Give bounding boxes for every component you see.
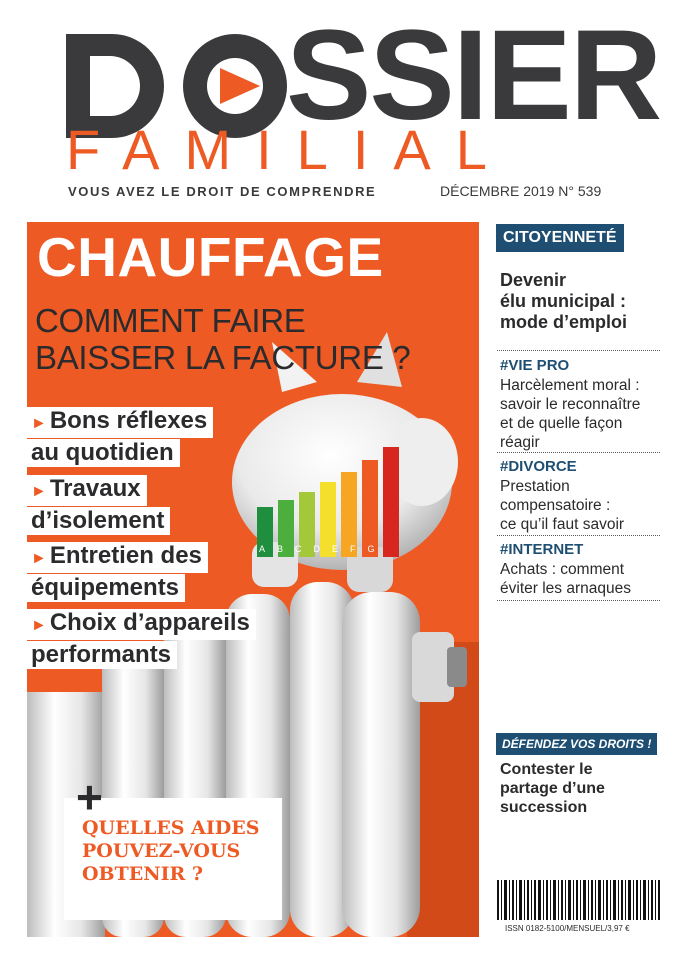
divorce-heading: #DIVORCE: [500, 458, 577, 475]
section-line: compensatoire :: [500, 497, 611, 514]
energy-label-e: E: [332, 544, 351, 554]
internet-heading: #INTERNET: [500, 541, 584, 558]
bullet-line: Entretien des: [49, 542, 202, 569]
section-line: éviter les arnaques: [500, 580, 631, 597]
headline: CHAUFFAGE: [37, 226, 384, 288]
bullet-arrow-icon: ►: [31, 617, 47, 634]
energy-scale-letters: [259, 544, 387, 554]
bullet-item: [27, 542, 208, 603]
vie-pro-text: [500, 376, 640, 452]
subhead: [35, 302, 410, 376]
issn-text: ISSN 0182-5100/MENSUEL/3,97 €: [505, 924, 630, 933]
dotted-divider: [497, 600, 660, 601]
citoyennete-feature: [500, 270, 627, 333]
bullet-line: équipements: [31, 574, 180, 601]
bullet-line: Travaux: [49, 475, 141, 502]
energy-label-g: G: [367, 544, 387, 554]
barcode: [497, 880, 660, 920]
defendez-feature: [500, 760, 605, 817]
bullet-line: au quotidien: [31, 439, 174, 466]
cover-panel: [27, 222, 479, 937]
section-line: Prestation: [500, 478, 570, 495]
issue-date: DÉCEMBRE 2019 N° 539: [440, 183, 602, 199]
energy-label-f: F: [350, 544, 368, 554]
energy-label-a: A: [259, 544, 278, 554]
feature-line: mode d’emploi: [500, 312, 628, 332]
dotted-divider: [497, 535, 660, 536]
familial-logo-text: FAMILIAL: [66, 118, 512, 181]
section-line: et de quelle façon: [500, 415, 623, 432]
energy-label-b: B: [277, 544, 296, 554]
bullet-item: [27, 609, 256, 670]
feature-line: Devenir: [500, 270, 567, 290]
bullet-item: [27, 475, 170, 536]
aides-line: OBTENIR ?: [82, 863, 204, 885]
defendez-tag: DÉFENDEZ VOS DROITS !: [496, 733, 657, 755]
section-line: savoir le reconnaître: [500, 396, 641, 413]
energy-label-c: C: [295, 544, 314, 554]
tagline: VOUS AVEZ LE DROIT DE COMPRENDRE: [68, 184, 377, 199]
divorce-text: [500, 477, 624, 534]
bullet-line: Bons réflexes: [49, 407, 208, 434]
feature-line: partage d’une: [500, 780, 605, 797]
plus-icon: +: [76, 771, 103, 823]
aides-line: POUVEZ-VOUS: [82, 840, 241, 862]
subhead-line: COMMENT FAIRE: [35, 302, 306, 339]
dotted-divider: [497, 350, 660, 351]
bullet-line: performants: [31, 641, 172, 668]
bullet-line: d’isolement: [31, 507, 165, 534]
bullet-arrow-icon: ►: [31, 483, 47, 500]
bullet-line: Choix d’appareils: [49, 609, 250, 636]
aides-callout: [64, 771, 282, 920]
section-line: réagir: [500, 434, 540, 451]
aides-text: [82, 817, 259, 886]
section-line: Harcèlement moral :: [500, 377, 640, 394]
feature-line: élu municipal :: [500, 291, 627, 311]
dotted-divider: [497, 452, 660, 453]
internet-text: [500, 560, 631, 598]
feature-line: succession: [500, 799, 588, 816]
dossier-logo-text: SSIER: [286, 4, 661, 147]
energy-label-d: D: [313, 544, 333, 554]
bullet-arrow-icon: ►: [31, 550, 47, 567]
vie-pro-heading: #VIE PRO: [500, 357, 570, 374]
subhead-line: BAISSER LA FACTURE ?: [35, 339, 411, 376]
bullet-arrow-icon: ►: [31, 415, 47, 432]
bullet-item: [27, 407, 213, 468]
aides-line: QUELLES AIDES: [82, 817, 260, 839]
citoyennete-tag: CITOYENNETÉ: [496, 224, 624, 252]
section-line: Achats : comment: [500, 561, 625, 578]
feature-line: Contester le: [500, 761, 593, 778]
section-line: ce qu’il faut savoir: [500, 516, 625, 533]
